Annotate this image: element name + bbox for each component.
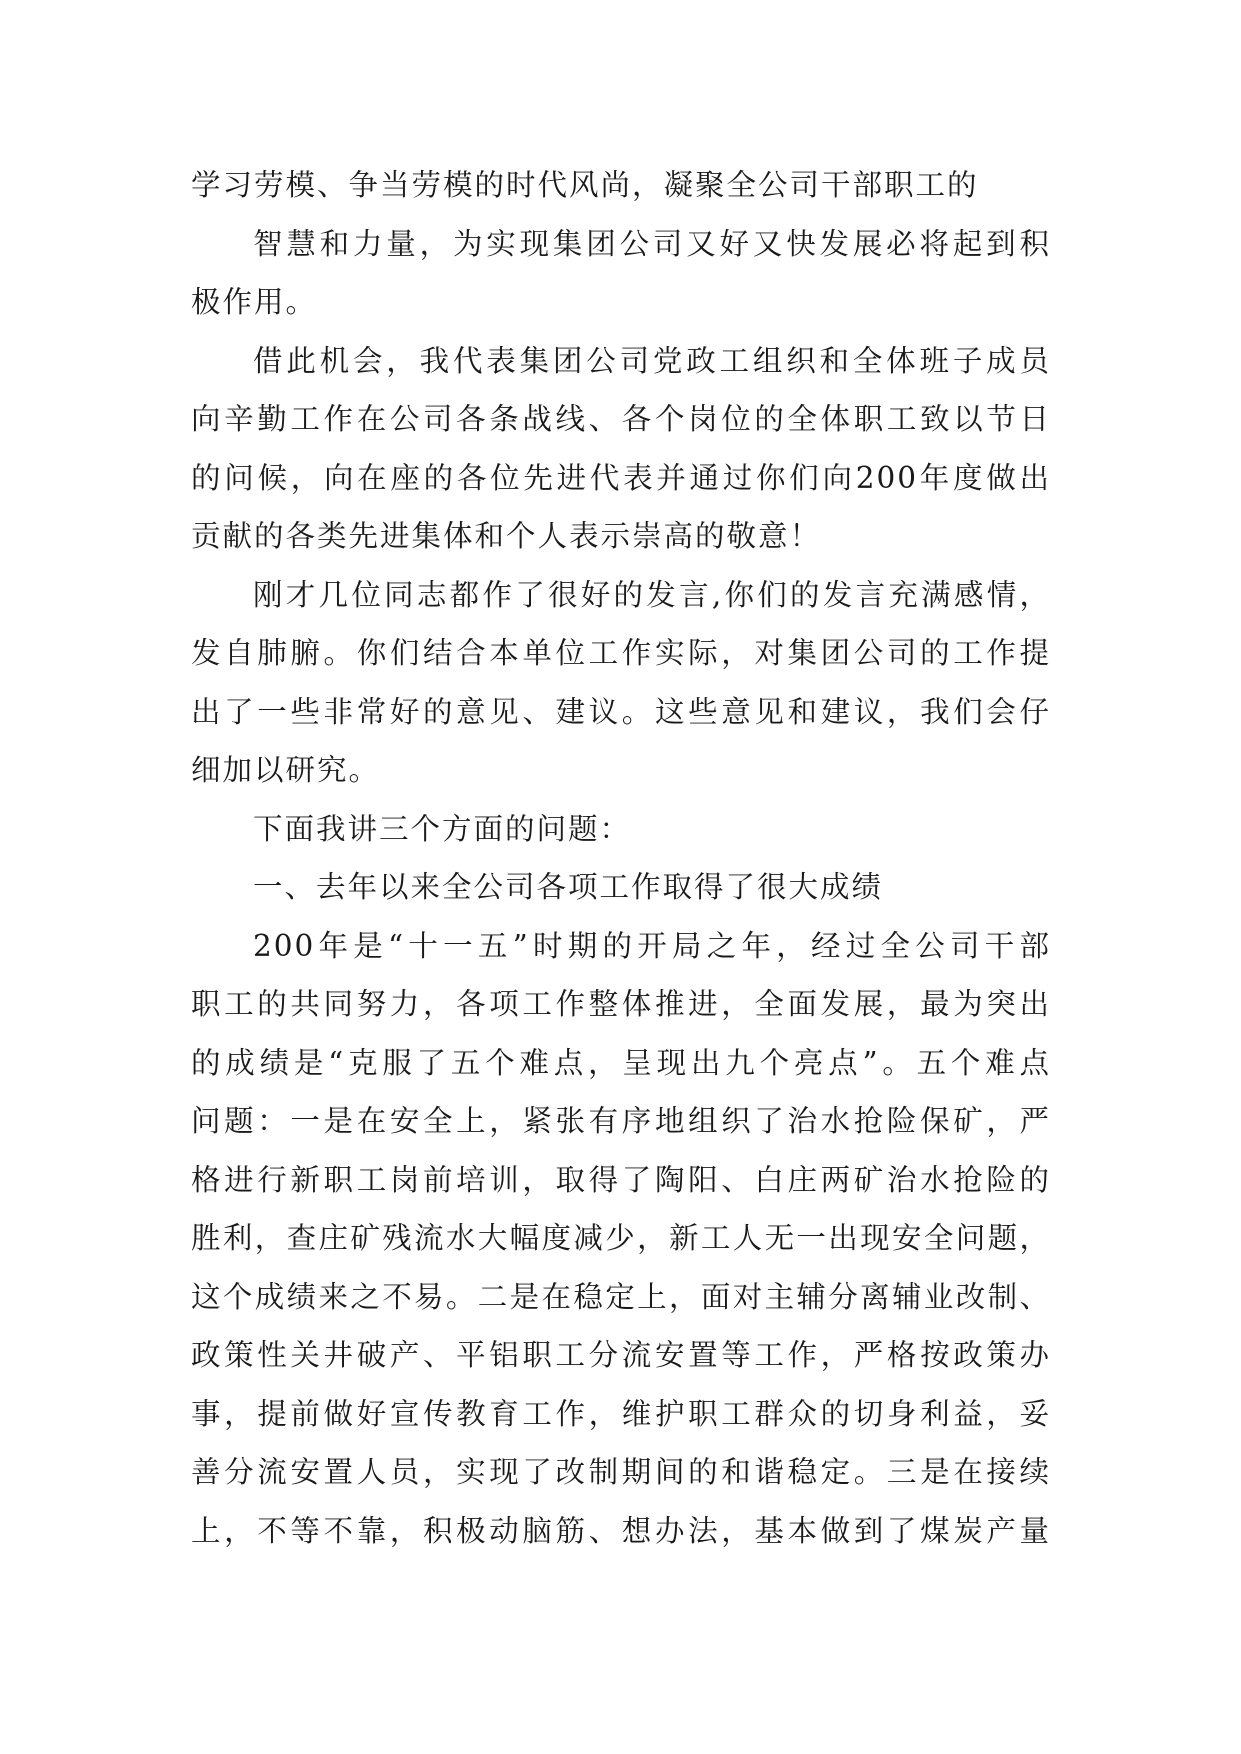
text-line: 职工的共同努力，各项工作整体推进，全面发展，最为突出 [191, 987, 1051, 1021]
text-line: 借此机会，我代表集团公司党政工组织和全体班子成员 [253, 343, 1051, 378]
text-line: 向辛勤工作在公司各条战线、各个岗位的全体职工致以节日 [191, 402, 1051, 436]
text-line: 200年是“十一五”时期的开局之年，经过全公司干部 [253, 928, 1051, 963]
text-line: 上，不等不靠，积极动脑筋、想办法，基本做到了煤炭产量 [191, 1513, 1051, 1548]
text-line: 细加以研究。 [191, 753, 381, 787]
text-line: 事，提前做好宣传教育工作，维护职工群众的切身利益，妥 [191, 1396, 1051, 1431]
text-line: 的问候，向在座的各位先进代表并通过你们向200年度做出 [191, 460, 1051, 495]
text-line: 问题：一是在安全上，紧张有序地组织了治水抢险保矿，严 [191, 1104, 1051, 1138]
text-line: 下面我讲三个方面的问题： [253, 811, 632, 846]
document-body [191, 156, 1051, 1560]
text-line: 发自肺腑。你们结合本单位工作实际，对集团公司的工作提 [191, 636, 1051, 670]
text-line: 极作用。 [191, 285, 318, 319]
text-line: 胜利，查庄矿残流水大幅度减少，新工人无一出现安全问题， [191, 1221, 1051, 1255]
text-line: 出了一些非常好的意见、建议。这些意见和建议，我们会仔 [191, 694, 1051, 729]
text-line: 智慧和力量，为实现集团公司又好又快发展必将起到积 [253, 226, 1051, 261]
text-line: 贡献的各类先进集体和个人表示崇高的敬意！ [191, 519, 822, 553]
text-line: 这个成绩来之不易。二是在稳定上，面对主辅分离辅业改制、 [191, 1279, 1051, 1314]
text-line: 学习劳模、争当劳模的时代风尚，凝聚全公司干部职工的 [191, 168, 979, 202]
text-line: 政策性关井破产、平铝职工分流安置等工作，严格按政策办 [191, 1338, 1051, 1372]
text-line: 的成绩是“克服了五个难点，呈现出九个亮点”。五个难点 [191, 1045, 1051, 1080]
text-line: 刚才几位同志都作了很好的发言,你们的发言充满感情， [253, 577, 1051, 612]
text-line: 格进行新职工岗前培训，取得了陶阳、白庄两矿治水抢险的 [191, 1162, 1051, 1197]
text-line: 善分流安置人员，实现了改制期间的和谐稳定。三是在接续 [191, 1455, 1051, 1489]
text-line: 一、去年以来全公司各项工作取得了很大成绩 [253, 870, 884, 904]
